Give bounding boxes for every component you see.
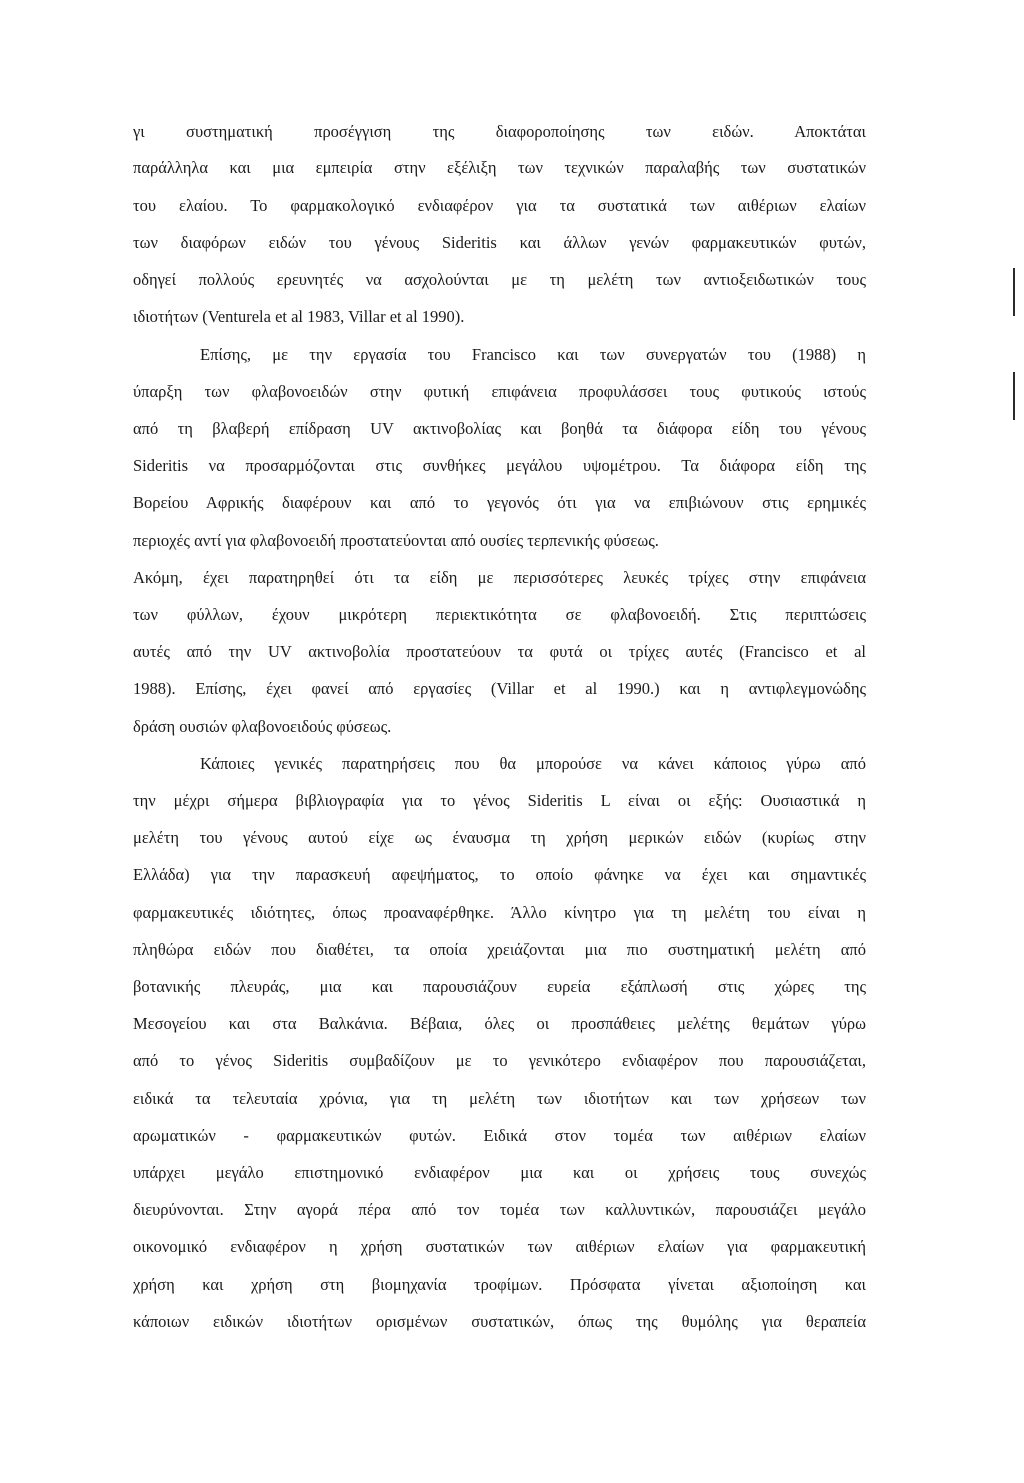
text-line: 1988). Επίσης, έχει φανεί από εργασίες (Villar et al 1990.) και η αντιφλεγμονώδης (133, 679, 866, 698)
text-line: αρωματικών - φαρμακευτικών φυτών. Ειδικά στον τομέα των αιθέριων ελαίων (133, 1126, 866, 1145)
text-line: γι συστηματική προσέγγιση της διαφοροποίησης των ειδών. Αποκτάται (133, 122, 866, 141)
text-line: από τη βλαβερή επίδραση UV ακτινοβολίας και βοηθά τα διάφορα είδη του γένους (133, 419, 866, 438)
text-line: Ελλάδα) για την παρασκευή αφεψήματος, το οποίο φάνηκε να έχει και σημαντικές (133, 865, 866, 884)
text-line: Ακόμη, έχει παρατηρηθεί ότι τα είδη με περισσότερες λευκές τρίχες στην επιφάνεια (133, 568, 866, 587)
text-line: υπάρχει μεγάλο επιστημονικό ενδιαφέρον μια και οι χρήσεις τους συνεχώς (133, 1163, 866, 1182)
text-line: Sideritis να προσαρμόζονται στις συνθήκες μεγάλου υψομέτρου. Τα διάφορα είδη της (133, 456, 866, 475)
text-line: οικονομικό ενδιαφέρον η χρήση συστατικών των αιθέριων ελαίων για φαρμακευτική (133, 1237, 866, 1256)
text-line: κάποιων ειδικών ιδιοτήτων ορισμένων συστατικών, όπως της θυμόλης για θεραπεία (133, 1312, 866, 1331)
text-line: οδηγεί πολλούς ερευνητές να ασχολούνται με τη μελέτη των αντιοξειδωτικών τους (133, 270, 866, 289)
text-line: Επίσης, με την εργασία του Francisco και των συνεργατών του (1988) η (200, 345, 866, 364)
text-line: των διαφόρων ειδών του γένους Sideritis και άλλων γενών φαρμακευτικών φυτών, (133, 233, 866, 252)
scan-edge-mark (1013, 268, 1015, 316)
text-line: ειδικά τα τελευταία χρόνια, για τη μελέτη των ιδιοτήτων και των χρήσεων των (133, 1089, 866, 1108)
text-line: φαρμακευτικές ιδιότητες, όπως προαναφέρθηκε. Άλλο κίνητρο για τη μελέτη του είναι η (133, 903, 866, 922)
text-line: Μεσογείου και στα Βαλκάνια. Βέβαια, όλες οι προσπάθειες μελέτης θεμάτων γύρω (133, 1014, 866, 1033)
text-line: Βορείου Αφρικής διαφέρουν και από το γεγονός ότι για να επιβιώνουν στις ερημικές (133, 493, 866, 512)
text-line: περιοχές αντί για φλαβονοειδή προστατεύονται από ουσίες τερπενικής φύσεως. (133, 531, 659, 550)
text-line: από το γένος Sideritis συμβαδίζουν με το γενικότερο ενδιαφέρον που παρουσιάζεται, (133, 1051, 866, 1070)
text-line: Κάποιες γενικές παρατηρήσεις που θα μπορούσε να κάνει κάποιος γύρω από (200, 754, 866, 773)
text-line: δράση ουσιών φλαβονοειδούς φύσεως. (133, 717, 392, 736)
text-line: αυτές από την UV ακτινοβολία προστατεύουν τα φυτά οι τρίχες αυτές (Francisco et al (133, 642, 866, 661)
text-line: την μέχρι σήμερα βιβλιογραφία για το γένος Sideritis L είναι οι εξής: Ουσιαστικά η (133, 791, 866, 810)
scan-edge-mark (1013, 372, 1015, 420)
text-line: διευρύνονται. Στην αγορά πέρα από τον τομέα των καλλυντικών, παρουσιάζει μεγάλο (133, 1200, 866, 1219)
text-line: χρήση και χρήση στη βιομηχανία τροφίμων. Πρόσφατα γίνεται αξιοποίηση και (133, 1275, 866, 1294)
text-line: πληθώρα ειδών που διαθέτει, τα οποία χρειάζονται μια πιο συστηματική μελέτη από (133, 940, 866, 959)
text-line: ιδιοτήτων (Venturela et al 1983, Villar et al 1990). (133, 307, 465, 326)
text-line: ύπαρξη των φλαβονοειδών στην φυτική επιφάνεια προφυλάσσει τους φυτικούς ιστούς (133, 382, 866, 401)
text-line: παράλληλα και μια εμπειρία στην εξέλιξη των τεχνικών παραλαβής των συστατικών (133, 158, 866, 177)
text-line: βοτανικής πλευράς, μια και παρουσιάζουν ευρεία εξάπλωσή στις χώρες της (133, 977, 866, 996)
text-line: μελέτη του γένους αυτού είχε ως έναυσμα τη χρήση μερικών ειδών (κυρίως στην (133, 828, 866, 847)
text-line: των φύλλων, έχουν μικρότερη περιεκτικότητα σε φλαβονοειδή. Στις περιπτώσεις (133, 605, 866, 624)
text-line: του ελαίου. Το φαρμακολογικό ενδιαφέρον για τα συστατικά των αιθέριων ελαίων (133, 196, 866, 215)
